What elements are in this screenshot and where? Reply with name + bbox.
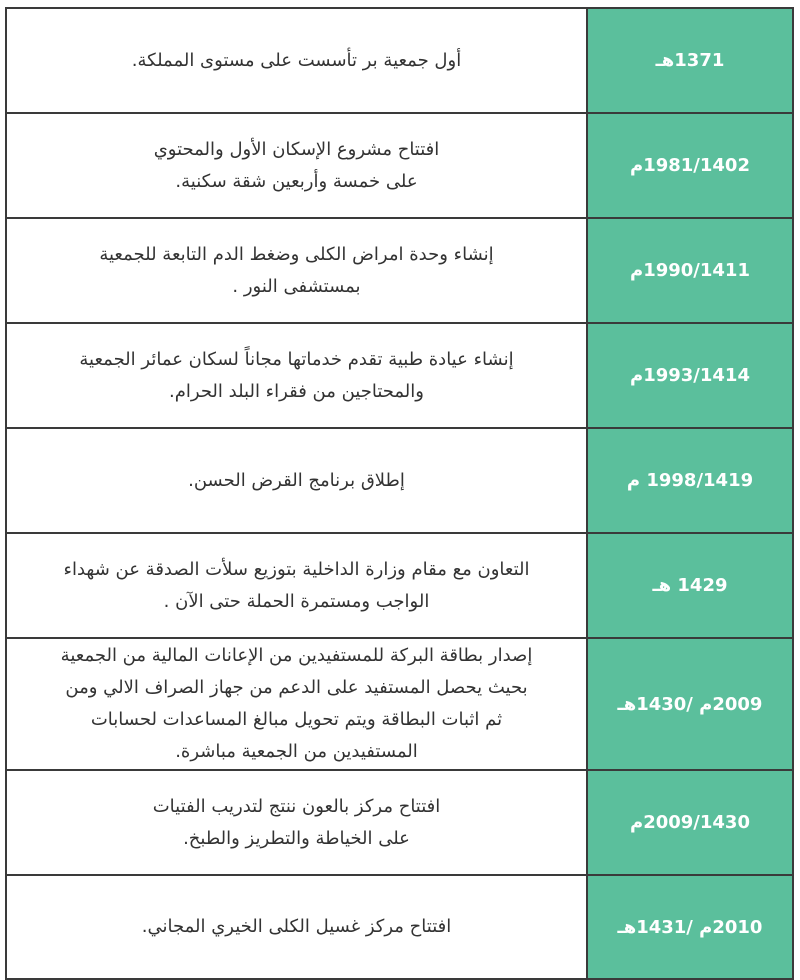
event-cell <box>6 113 587 218</box>
event-cell <box>6 533 587 638</box>
year-cell: 1429 هـ <box>587 533 793 638</box>
event-line: بحيث يحصل المستفيد على الدعم من جهاز الصراف الالي ومن <box>65 677 528 698</box>
event-cell <box>6 8 587 113</box>
timeline-table <box>5 7 794 980</box>
event-cell <box>6 770 587 875</box>
year-cell: 2009/1430م <box>587 770 793 875</box>
year-cell: 2010م /1431هـ <box>587 875 793 979</box>
event-line: افتتاح مركز غسيل الكلى الخيري المجاني. <box>141 916 452 937</box>
event-line: افتتاح مشروع الإسكان الأول والمحتوي <box>153 138 440 160</box>
event-cell <box>6 218 587 323</box>
table-row <box>6 875 793 979</box>
event-line: على الخياطة والتطريز والطبخ. <box>183 827 410 849</box>
event-line: أول جمعية بر تأسست على مستوى المملكة. <box>131 49 462 71</box>
event-line: ثم اثبات البطاقة ويتم تحويل مبالغ المساعدات لحسابات <box>90 709 503 730</box>
event-cell <box>6 875 587 979</box>
event-line: إصدار بطاقة البركة للمستفيدين من الإعانات المالية من الجمعية <box>60 645 533 666</box>
table-row <box>6 770 793 875</box>
event-line: افتتاح مركز بالعون ننتج لتدريب الفتيات <box>152 795 441 817</box>
table-row <box>6 8 793 113</box>
timeline-body <box>6 8 793 979</box>
table-row <box>6 533 793 638</box>
event-line: المستفيدين من الجمعية مباشرة. <box>175 741 418 762</box>
event-line: على خمسة وأربعين شقة سكنية. <box>175 170 418 192</box>
year-cell: 1998/1419 م <box>587 428 793 533</box>
event-line: التعاون مع مقام وزارة الداخلية بتوزيع سلأت الصدقة عن شهداء <box>63 558 530 580</box>
table-row <box>6 218 793 323</box>
event-line: إنشاء وحدة امراض الكلى وضغط الدم التابعة للجمعية <box>99 243 494 265</box>
year-cell: 1371هـ <box>587 8 793 113</box>
year-cell: 1993/1414م <box>587 323 793 428</box>
year-cell: 2009م /1430هـ <box>587 638 793 770</box>
table-row <box>6 428 793 533</box>
table-row <box>6 638 793 770</box>
year-cell: 1981/1402م <box>587 113 793 218</box>
event-line: والمحتاجين من فقراء البلد الحرام. <box>169 380 424 402</box>
event-line: بمستشفى النور . <box>232 275 361 297</box>
event-cell <box>6 323 587 428</box>
year-cell: 1990/1411م <box>587 218 793 323</box>
event-cell <box>6 428 587 533</box>
table-row <box>6 113 793 218</box>
event-cell <box>6 638 587 770</box>
event-line: إطلاق برنامج القرض الحسن. <box>188 469 405 491</box>
table-row <box>6 323 793 428</box>
event-line: الواجب ومستمرة الحملة حتى الآن . <box>163 590 430 612</box>
event-line: إنشاء عيادة طبية تقدم خدماتها مجاناً لسكان عمائر الجمعية <box>79 348 514 370</box>
